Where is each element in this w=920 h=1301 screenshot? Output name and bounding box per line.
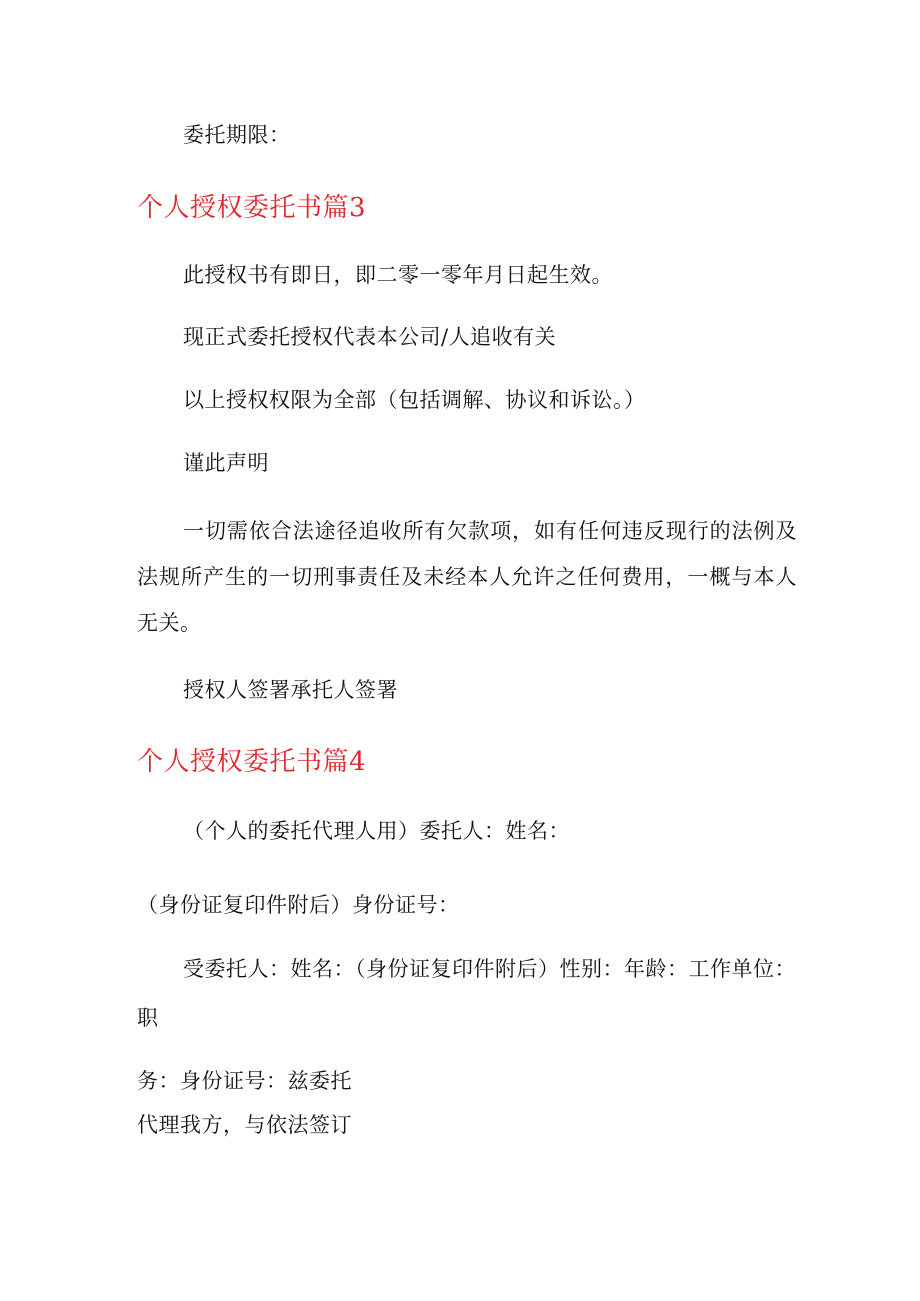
agent-title-char: 职 (137, 1006, 159, 1030)
paragraph-term: 委托期限： (183, 123, 291, 147)
paragraph-scope: 以上授权权限为全部（包括调解、协议和诉讼。） (183, 388, 646, 412)
paragraph-id-number: （身份证复印件附后）身份证号： (137, 893, 460, 917)
paragraph-liability: 一切需依合法途径追收所有欠款项，如有任何违反现行的法例及法规所产生的一切刑事责任及未经本人允许之任何费用，一概与本人无关。 (137, 519, 797, 635)
section-heading-4: 个人授权委托书篇4 (137, 747, 367, 777)
paragraph-duty: 务：身份证号：兹委托 (137, 1069, 352, 1093)
paragraph-principal: （个人的委托代理人用）委托人：姓名： (183, 819, 570, 843)
section-heading-3: 个人授权委托书篇3 (137, 193, 367, 223)
paragraph-declaration: 谨此声明 (183, 451, 269, 475)
paragraph-agency: 代理我方，与依法签订 (137, 1113, 352, 1137)
paragraph-agent-cont (137, 1005, 797, 1031)
paragraph-effective-date: 此授权书有即日，即二零一零年月日起生效。 (183, 263, 613, 287)
paragraph-authorization: 现正式委托授权代表本公司/人追收有关 (183, 325, 557, 349)
paragraph-agent: 受委托人：姓名：（身份证复印件附后）性别：年龄：工作单位： (183, 957, 796, 981)
paragraph-signatures: 授权人签署承托人签署 (183, 678, 398, 702)
